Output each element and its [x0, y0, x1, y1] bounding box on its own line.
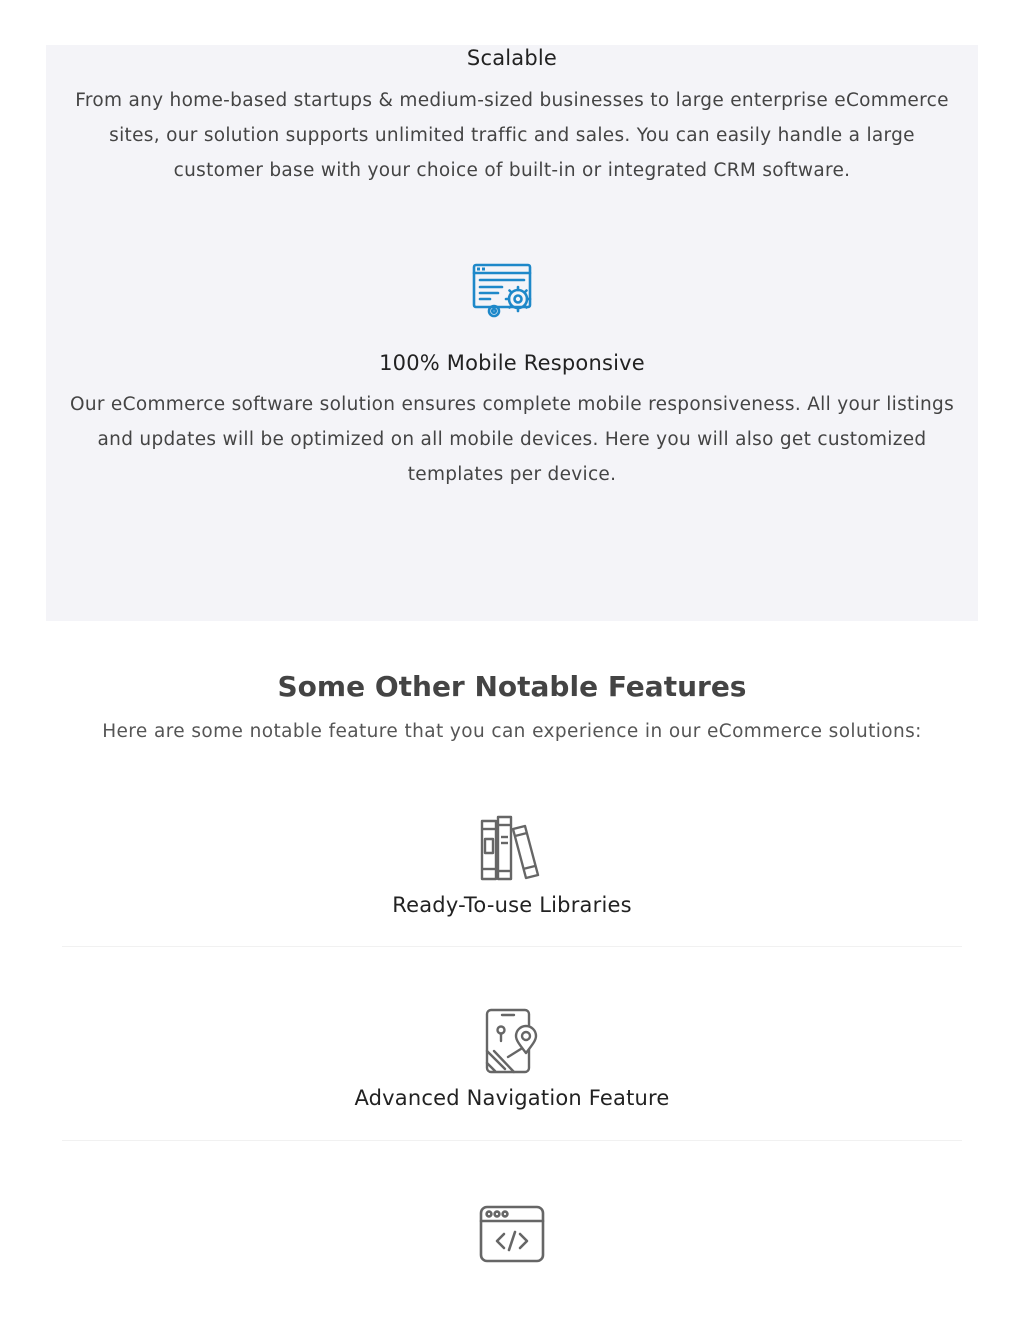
- feature-title-scalable: Scalable: [466, 46, 558, 70]
- web-settings-icon: [472, 263, 542, 321]
- divider: [62, 946, 962, 947]
- mobile-map-pin-icon: [484, 1007, 542, 1075]
- feature-item-navigation: Advanced Navigation Feature: [354, 1086, 670, 1110]
- books-icon: [480, 815, 544, 881]
- divider: [62, 1140, 962, 1141]
- section-heading: Some Other Notable Features: [277, 670, 747, 703]
- feature-description-mobile-responsive: Our eCommerce software solution ensures complete mobile responsiveness. All your listings and updates will be optimized on all mobile devices. Here you will also get customized templates per device.: [69, 394, 955, 485]
- code-window-icon: [478, 1204, 546, 1264]
- feature-title-mobile-responsive: 100% Mobile Responsive: [379, 351, 645, 375]
- feature-item-libraries: Ready-To-use Libraries: [392, 893, 632, 917]
- feature-description-scalable: From any home-based startups & medium-sized businesses to large enterprise eCommerce sites, our solution supports unlimited traffic and sales. You can easily handle a large customer base with your choice of built-in or integrated CRM software.: [75, 90, 949, 181]
- section-subheading: Here are some notable feature that you can experience in our eCommerce solutions:: [102, 721, 922, 742]
